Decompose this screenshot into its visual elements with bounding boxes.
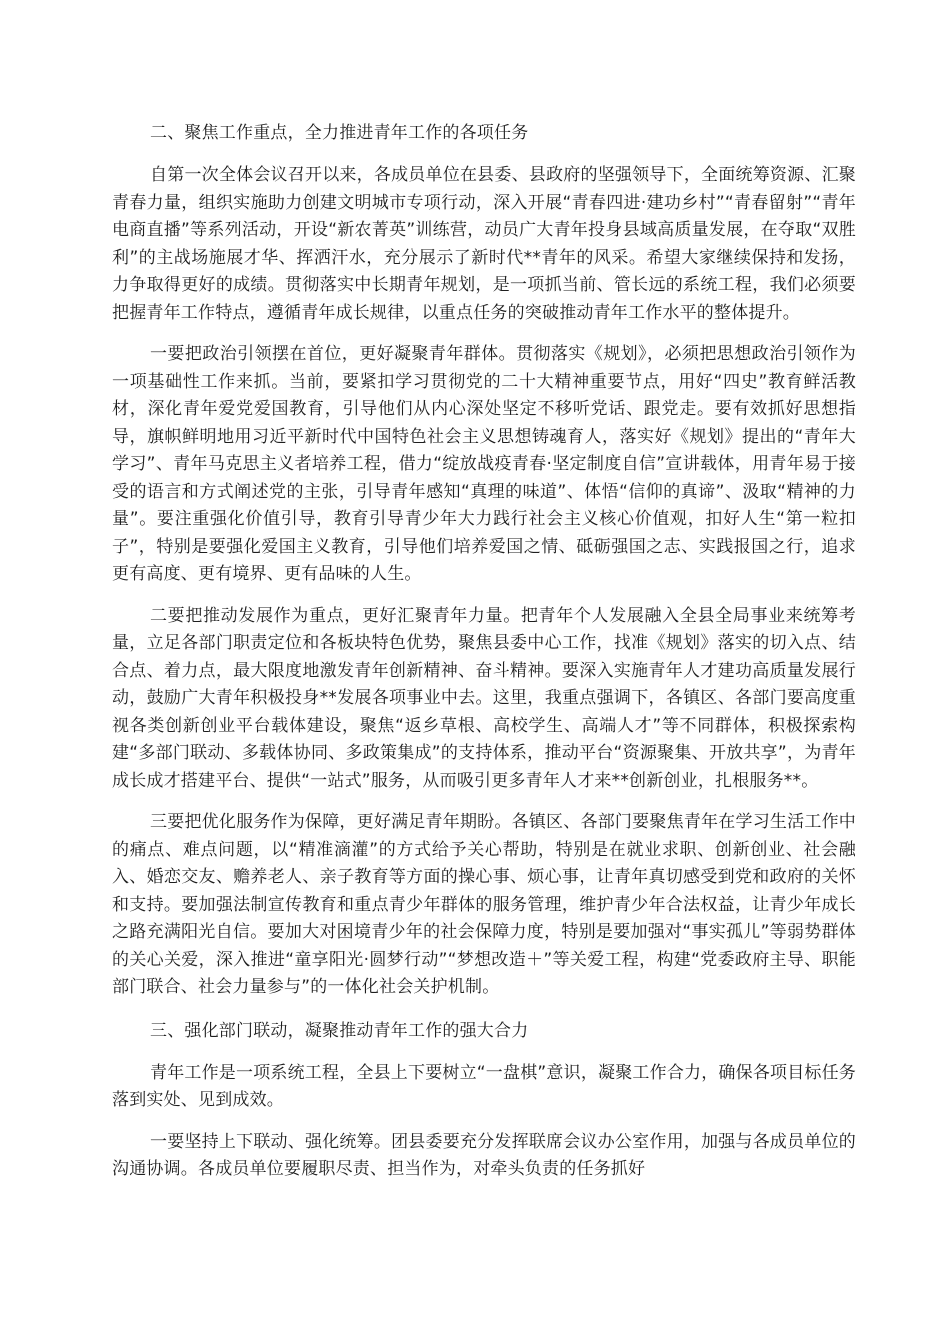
section-2-intro-paragraph: 自第一次全体会议召开以来，各成员单位在县委、县政府的坚强领导下，全面统筹资源、汇聚青春力量，组织实施助力创建文明城市专项行动，深入开展“青春四进·建功乡村”“青春留射”“青年电商直播”等系列活动，开设“新农菁英”训练营，动员广大青年投身县域高质量发展，在夺取“双胜利”的主战场施展才华、挥洒汗水，充分展示了新时代**青年的风采。希望大家继续保持和发扬，力争取得更好的成绩。贯彻落实中长期青年规划，是一项抓当前、管长远的系统工程，我们必须要把握青年工作特点，遵循青年成长规律，以重点任务的突破推动青年工作水平的整体提升。 bbox=[112, 165, 856, 323]
section-2-point-1-paragraph: 一要把政治引领摆在首位，更好凝聚青年群体。贯彻落实《规划》，必须把思想政治引领作为一项基础性工作来抓。当前，要紧扣学习贯彻党的二十大精神重要节点，用好“四史”教育鲜活教材，深化青年爱党爱国教育，引导他们从内心深处坚定不移听党话、跟党走。要有效抓好思想指导，旗帜鲜明地用习近平新时代中国特色社会主义思想铸魂育人，落实好《规划》提出的“青年大学习”、青年马克思主义者培养工程，借力“绽放战疫青春·坚定制度自信”宣讲载体，用青年易于接受的语言和方式阐述党的主张，引导青年感知“真理的味道”、体悟“信仰的真谛”、汲取“精神的力量”。要注重强化价值引导，教育引导青少年大力践行社会主义核心价值观，扣好人生“第一粒扣子”，特别是要强化爱国主义教育，引导他们培养爱国之情、砥砺强国之志、实践报国之行，追求更有高度、更有境界、更有品味的人生。 bbox=[112, 344, 856, 584]
section-heading-3: 三、强化部门联动，凝聚推动青年工作的强大合力 bbox=[150, 1020, 529, 1041]
document-body bbox=[112, 118, 856, 1198]
section-2-point-2-paragraph: 二要把推动发展作为重点，更好汇聚青年力量。把青年个人发展融入全县全局事业来统筹考量，立足各部门职责定位和各板块特色优势，聚焦县委中心工作，找准《规划》落实的切入点、结合点、着力点，最大限度地激发青年创新精神、奋斗精神。要深入实施青年人才建功高质量发展行动，鼓励广大青年积极投身**发展各项事业中去。这里，我重点强调下，各镇区、各部门要高度重视各类创新创业平台载体建设，聚焦“返乡草根、高校学生、高端人才”等不同群体，积极探索构建“多部门联动、多载体协同、多政策集成”的支持体系，推动平台“资源聚集、开放共享”，为青年成长成才搭建平台、提供“一站式”服务，从而吸引更多青年人才来**创新创业，扎根服务**。 bbox=[112, 605, 856, 791]
section-3-intro-paragraph: 青年工作是一项系统工程，全县上下要树立“一盘棋”意识，凝聚工作合力，确保各项目标任务落到实处、见到成效。 bbox=[112, 1062, 857, 1110]
section-2-point-3-paragraph: 三要把优化服务作为保障，更好满足青年期盼。各镇区、各部门要聚焦青年在学习生活工作中的痛点、难点问题，以“精准滴灌”的方式给予关心帮助，特别是在就业求职、创新创业、社会融入、婚恋交友、赡养老人、亲子教育等方面的操心事、烦心事，让青年真切感受到党和政府的关怀和支持。要加强法制宣传教育和重点青少年群体的服务管理，维护青少年合法权益，让青少年成长之路充满阳光自信。要加大对困境青少年的社会保障力度，特别是要加强对“事实孤儿”等弱势群体的关心关爱，深入推进“童享阳光·圆梦行动”“梦想改造＋”等关爱工程，构建“党委政府主导、职能部门联合、社会力量参与”的一体化社会关护机制。 bbox=[112, 812, 856, 997]
section-3-point-1-paragraph: 一要坚持上下联动、强化统筹。团县委要充分发挥联席会议办公室作用，加强与各成员单位的沟通协调。各成员单位要履职尽责、担当作为，对牵头负责的任务抓好 bbox=[112, 1131, 856, 1179]
section-heading-2: 二、聚焦工作重点，全力推进青年工作的各项任务 bbox=[150, 123, 529, 143]
